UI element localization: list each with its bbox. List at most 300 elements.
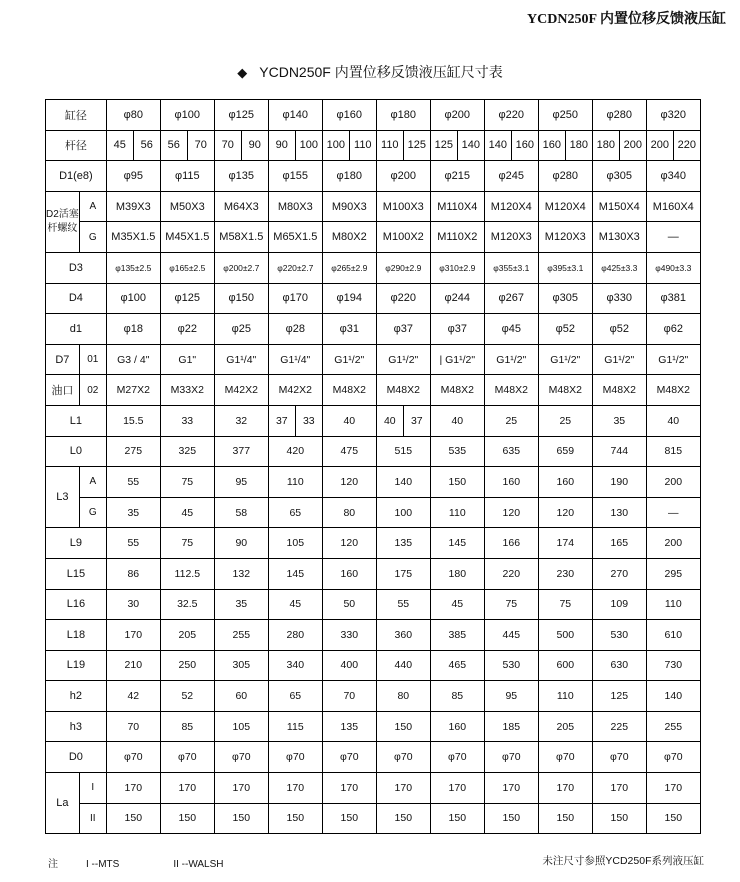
sub-key: II <box>79 803 106 834</box>
value-cell: φ267 <box>484 283 538 314</box>
value-cell: 25 <box>538 405 592 436</box>
value-cell: G1¹/4" <box>268 344 322 375</box>
value-cell: 150 <box>646 803 700 834</box>
value-cell: 170 <box>106 773 160 804</box>
footer-remark: 未注尺寸参照YCD250F系列液压缸 <box>542 855 704 867</box>
value-cell: 55 <box>106 467 160 498</box>
value-cell: φ70 <box>484 742 538 773</box>
value-cell: 140 <box>484 130 511 161</box>
value-cell: 160 <box>538 130 565 161</box>
value-cell: G1¹/2" <box>322 344 376 375</box>
row-label: 油口 <box>46 375 80 406</box>
value-cell: M80X2 <box>322 222 376 253</box>
value-cell: 160 <box>538 467 592 498</box>
value-cell: φ37 <box>430 314 484 345</box>
value-cell: 120 <box>322 528 376 559</box>
value-cell: 170 <box>106 620 160 651</box>
row-d7-01 <box>46 344 701 375</box>
value-cell: 630 <box>592 650 646 681</box>
value-cell: φ70 <box>106 742 160 773</box>
value-cell: 150 <box>214 803 268 834</box>
value-cell: M100X2 <box>376 222 430 253</box>
value-cell: 180 <box>592 130 619 161</box>
value-cell: G1¹/2" <box>592 344 646 375</box>
row-d0 <box>46 742 701 773</box>
value-cell: 140 <box>646 681 700 712</box>
value-cell: φ330 <box>592 283 646 314</box>
sub-key: A <box>79 467 106 498</box>
value-cell: 120 <box>322 467 376 498</box>
row-label: L1 <box>46 405 107 436</box>
value-cell: 205 <box>160 620 214 651</box>
value-cell: 112.5 <box>160 558 214 589</box>
row-label: h3 <box>46 711 107 742</box>
value-cell: 132 <box>214 558 268 589</box>
value-cell: 80 <box>322 497 376 528</box>
value-cell: 170 <box>484 773 538 804</box>
value-cell: 95 <box>484 681 538 712</box>
value-cell: φ150 <box>214 283 268 314</box>
value-cell: 150 <box>430 803 484 834</box>
value-cell: φ135 <box>214 161 268 192</box>
value-cell: φ37 <box>376 314 430 345</box>
value-cell: 58 <box>214 497 268 528</box>
value-cell: 115 <box>268 711 322 742</box>
sub-key: 01 <box>79 344 106 375</box>
value-cell: φ180 <box>376 100 430 131</box>
value-cell: 377 <box>214 436 268 467</box>
value-cell: 55 <box>376 589 430 620</box>
value-cell: φ70 <box>268 742 322 773</box>
row-label: L9 <box>46 528 107 559</box>
value-cell: 165 <box>592 528 646 559</box>
value-cell: 90 <box>268 130 295 161</box>
value-cell: 110 <box>430 497 484 528</box>
value-cell: 530 <box>484 650 538 681</box>
row-l16 <box>46 589 701 620</box>
value-cell: 50 <box>322 589 376 620</box>
row-d2a <box>46 191 701 222</box>
value-cell: 200 <box>646 528 700 559</box>
row-bore <box>46 100 701 131</box>
value-cell: φ100 <box>106 283 160 314</box>
value-cell: φ70 <box>322 742 376 773</box>
value-cell: 105 <box>268 528 322 559</box>
value-cell: φ305 <box>592 161 646 192</box>
value-cell: φ200±2.7 <box>214 252 268 283</box>
row-rod <box>46 130 701 161</box>
value-cell: 220 <box>673 130 700 161</box>
value-cell: 75 <box>484 589 538 620</box>
value-cell: 160 <box>430 711 484 742</box>
value-cell: 100 <box>295 130 322 161</box>
value-cell: 744 <box>592 436 646 467</box>
value-cell: 60 <box>214 681 268 712</box>
value-cell: 45 <box>106 130 133 161</box>
value-cell: 600 <box>538 650 592 681</box>
value-cell: 170 <box>592 773 646 804</box>
value-cell: M48X2 <box>484 375 538 406</box>
value-cell: 110 <box>538 681 592 712</box>
row-label: D4 <box>46 283 107 314</box>
value-cell: 175 <box>376 558 430 589</box>
value-cell: 135 <box>376 528 430 559</box>
value-cell: 445 <box>484 620 538 651</box>
value-cell: φ165±2.5 <box>160 252 214 283</box>
value-cell: 170 <box>322 773 376 804</box>
dimension-table <box>45 99 701 834</box>
value-cell: φ52 <box>592 314 646 345</box>
value-cell: 255 <box>214 620 268 651</box>
row-d4 <box>46 283 701 314</box>
value-cell: — <box>646 222 700 253</box>
value-cell: M160X4 <box>646 191 700 222</box>
value-cell: φ220 <box>484 100 538 131</box>
value-cell: φ355±3.1 <box>484 252 538 283</box>
value-cell: φ265±2.9 <box>322 252 376 283</box>
row-l19 <box>46 650 701 681</box>
value-cell: 170 <box>160 773 214 804</box>
value-cell: φ95 <box>106 161 160 192</box>
row-l3g <box>46 497 701 528</box>
value-cell: 90 <box>241 130 268 161</box>
value-cell: 150 <box>376 803 430 834</box>
row-label: L16 <box>46 589 107 620</box>
value-cell: 40 <box>430 405 484 436</box>
sub-key: G <box>79 497 106 528</box>
value-cell: 305 <box>214 650 268 681</box>
value-cell: 150 <box>376 711 430 742</box>
value-cell: G3 / 4" <box>106 344 160 375</box>
note-mts: I --MTS <box>86 859 120 870</box>
value-cell: φ100 <box>160 100 214 131</box>
row-label: D0 <box>46 742 107 773</box>
value-cell: 150 <box>106 803 160 834</box>
value-cell: 150 <box>322 803 376 834</box>
value-cell: φ70 <box>214 742 268 773</box>
value-cell: φ490±3.3 <box>646 252 700 283</box>
value-cell: M150X4 <box>592 191 646 222</box>
value-cell: φ395±3.1 <box>538 252 592 283</box>
value-cell: φ140 <box>268 100 322 131</box>
value-cell: 32 <box>214 405 268 436</box>
value-cell: φ310±2.9 <box>430 252 484 283</box>
value-cell: 95 <box>214 467 268 498</box>
value-cell: 659 <box>538 436 592 467</box>
value-cell: 185 <box>484 711 538 742</box>
row-label: La <box>46 773 80 834</box>
row-l3a <box>46 467 701 498</box>
value-cell: 160 <box>511 130 538 161</box>
value-cell: M35X1.5 <box>106 222 160 253</box>
value-cell: 45 <box>268 589 322 620</box>
value-cell: 174 <box>538 528 592 559</box>
value-cell: M100X3 <box>376 191 430 222</box>
value-cell: φ170 <box>268 283 322 314</box>
value-cell: 55 <box>106 528 160 559</box>
value-cell: 45 <box>430 589 484 620</box>
value-cell: 150 <box>268 803 322 834</box>
value-cell: 340 <box>268 650 322 681</box>
value-cell: φ280 <box>592 100 646 131</box>
value-cell: φ70 <box>160 742 214 773</box>
value-cell: 180 <box>565 130 592 161</box>
row-label: L0 <box>46 436 107 467</box>
value-cell: 200 <box>646 130 673 161</box>
value-cell: 635 <box>484 436 538 467</box>
value-cell: φ220 <box>376 283 430 314</box>
value-cell: φ320 <box>646 100 700 131</box>
value-cell: φ160 <box>322 100 376 131</box>
value-cell: 35 <box>214 589 268 620</box>
value-cell: 255 <box>646 711 700 742</box>
value-cell: 70 <box>214 130 241 161</box>
row-h2 <box>46 681 701 712</box>
diamond-icon: ◆ <box>237 65 248 80</box>
value-cell: φ125 <box>214 100 268 131</box>
value-cell: 33 <box>295 405 322 436</box>
value-cell: 75 <box>160 467 214 498</box>
value-cell: 500 <box>538 620 592 651</box>
value-cell: M33X2 <box>160 375 214 406</box>
value-cell: 33 <box>160 405 214 436</box>
row-label: D3 <box>46 252 107 283</box>
value-cell: 35 <box>592 405 646 436</box>
value-cell: 205 <box>538 711 592 742</box>
value-cell: 75 <box>538 589 592 620</box>
value-cell: | G1¹/2" <box>430 344 484 375</box>
value-cell: φ31 <box>322 314 376 345</box>
value-cell: M48X2 <box>376 375 430 406</box>
value-cell: 30 <box>106 589 160 620</box>
value-cell: M120X3 <box>538 222 592 253</box>
value-cell: φ220±2.7 <box>268 252 322 283</box>
value-cell: 100 <box>322 130 349 161</box>
value-cell: 110 <box>376 130 403 161</box>
value-cell: 230 <box>538 558 592 589</box>
value-cell: 610 <box>646 620 700 651</box>
value-cell: 150 <box>160 803 214 834</box>
value-cell: φ340 <box>646 161 700 192</box>
value-cell: 70 <box>322 681 376 712</box>
value-cell: 125 <box>403 130 430 161</box>
value-cell: G1¹/2" <box>484 344 538 375</box>
value-cell: M64X3 <box>214 191 268 222</box>
value-cell: M48X2 <box>538 375 592 406</box>
value-cell: 42 <box>106 681 160 712</box>
row-rod-d1 <box>46 314 701 345</box>
value-cell: 475 <box>322 436 376 467</box>
value-cell: — <box>646 497 700 528</box>
value-cell: 250 <box>160 650 214 681</box>
value-cell: 35 <box>106 497 160 528</box>
value-cell: φ22 <box>160 314 214 345</box>
value-cell: M120X4 <box>484 191 538 222</box>
value-cell: 465 <box>430 650 484 681</box>
value-cell: M120X4 <box>538 191 592 222</box>
value-cell: 15.5 <box>106 405 160 436</box>
value-cell: 150 <box>430 467 484 498</box>
value-cell: φ62 <box>646 314 700 345</box>
value-cell: M42X2 <box>268 375 322 406</box>
footer-notes <box>48 855 230 870</box>
value-cell: φ25 <box>214 314 268 345</box>
value-cell: 85 <box>430 681 484 712</box>
value-cell: 135 <box>322 711 376 742</box>
value-cell: φ28 <box>268 314 322 345</box>
value-cell: φ70 <box>376 742 430 773</box>
value-cell: φ115 <box>160 161 214 192</box>
value-cell: 100 <box>376 497 430 528</box>
value-cell: 150 <box>592 803 646 834</box>
row-label <box>46 191 80 252</box>
row-l1 <box>46 405 701 436</box>
value-cell: φ52 <box>538 314 592 345</box>
value-cell: M90X3 <box>322 191 376 222</box>
document-title <box>0 62 740 82</box>
row-label: D7 <box>46 344 80 375</box>
value-cell: 815 <box>646 436 700 467</box>
d2-label-1: D2活塞 <box>46 208 79 220</box>
document-title-text: YCDN250F 内置位移反馈液压缸尺寸表 <box>259 64 503 80</box>
value-cell: 295 <box>646 558 700 589</box>
row-d3 <box>46 252 701 283</box>
value-cell: 280 <box>268 620 322 651</box>
value-cell: 37 <box>268 405 295 436</box>
value-cell: φ381 <box>646 283 700 314</box>
value-cell: φ70 <box>430 742 484 773</box>
value-cell: 385 <box>430 620 484 651</box>
value-cell: G1¹/4" <box>214 344 268 375</box>
sub-key: I <box>79 773 106 804</box>
value-cell: 170 <box>430 773 484 804</box>
value-cell: φ125 <box>160 283 214 314</box>
value-cell: φ45 <box>484 314 538 345</box>
value-cell: 440 <box>376 650 430 681</box>
value-cell: 32.5 <box>160 589 214 620</box>
value-cell: 150 <box>538 803 592 834</box>
value-cell: 25 <box>484 405 538 436</box>
value-cell: 270 <box>592 558 646 589</box>
value-cell: 166 <box>484 528 538 559</box>
value-cell: 400 <box>322 650 376 681</box>
sub-key: A <box>79 191 106 222</box>
value-cell: 170 <box>268 773 322 804</box>
value-cell: 105 <box>214 711 268 742</box>
value-cell: M48X2 <box>592 375 646 406</box>
value-cell: φ280 <box>538 161 592 192</box>
row-label: D1(e8) <box>46 161 107 192</box>
value-cell: 40 <box>646 405 700 436</box>
value-cell: 120 <box>484 497 538 528</box>
value-cell: 140 <box>376 467 430 498</box>
row-label: h2 <box>46 681 107 712</box>
note-label: 注 <box>48 859 58 870</box>
value-cell: G1¹/2" <box>538 344 592 375</box>
value-cell: 150 <box>484 803 538 834</box>
row-la1 <box>46 773 701 804</box>
row-label: 缸径 <box>46 100 107 131</box>
value-cell: 40 <box>376 405 403 436</box>
row-l15 <box>46 558 701 589</box>
value-cell: φ70 <box>538 742 592 773</box>
row-label: L19 <box>46 650 107 681</box>
value-cell: 170 <box>214 773 268 804</box>
value-cell: φ215 <box>430 161 484 192</box>
sub-key: 02 <box>79 375 106 406</box>
value-cell: φ194 <box>322 283 376 314</box>
row-label: 杆径 <box>46 130 107 161</box>
value-cell: 210 <box>106 650 160 681</box>
header-title: YCDN250F 内置位移反馈液压缸 <box>527 12 726 27</box>
d2-label-2: 杆螺纹 <box>47 222 78 234</box>
value-cell: M80X3 <box>268 191 322 222</box>
value-cell: M48X2 <box>322 375 376 406</box>
value-cell: M48X2 <box>430 375 484 406</box>
row-l18 <box>46 620 701 651</box>
value-cell: M42X2 <box>214 375 268 406</box>
value-cell: M27X2 <box>106 375 160 406</box>
value-cell: 52 <box>160 681 214 712</box>
row-label: d1 <box>46 314 107 345</box>
value-cell: φ18 <box>106 314 160 345</box>
value-cell: 160 <box>484 467 538 498</box>
value-cell: G1" <box>160 344 214 375</box>
value-cell: M65X1.5 <box>268 222 322 253</box>
value-cell: 110 <box>349 130 376 161</box>
value-cell: φ200 <box>430 100 484 131</box>
row-la2 <box>46 803 701 834</box>
value-cell: 86 <box>106 558 160 589</box>
value-cell: 360 <box>376 620 430 651</box>
value-cell: 420 <box>268 436 322 467</box>
value-cell: 225 <box>592 711 646 742</box>
value-cell: M110X2 <box>430 222 484 253</box>
value-cell: 40 <box>322 405 376 436</box>
value-cell: φ305 <box>538 283 592 314</box>
value-cell: 180 <box>430 558 484 589</box>
value-cell: M48X2 <box>646 375 700 406</box>
value-cell: φ245 <box>484 161 538 192</box>
value-cell: 109 <box>592 589 646 620</box>
value-cell: 145 <box>268 558 322 589</box>
row-label: L15 <box>46 558 107 589</box>
value-cell: 45 <box>160 497 214 528</box>
value-cell: 140 <box>457 130 484 161</box>
value-cell: 535 <box>430 436 484 467</box>
value-cell: G1¹/2" <box>376 344 430 375</box>
row-d7-02 <box>46 375 701 406</box>
row-l9 <box>46 528 701 559</box>
value-cell: M110X4 <box>430 191 484 222</box>
value-cell: 130 <box>592 497 646 528</box>
value-cell: 65 <box>268 497 322 528</box>
value-cell: φ180 <box>322 161 376 192</box>
value-cell: 220 <box>484 558 538 589</box>
row-d2g <box>46 222 701 253</box>
value-cell: 125 <box>592 681 646 712</box>
value-cell: 170 <box>646 773 700 804</box>
value-cell: φ425±3.3 <box>592 252 646 283</box>
row-l0 <box>46 436 701 467</box>
value-cell: 125 <box>430 130 457 161</box>
value-cell: φ290±2.9 <box>376 252 430 283</box>
value-cell: 56 <box>160 130 187 161</box>
value-cell: 120 <box>538 497 592 528</box>
value-cell: 70 <box>187 130 214 161</box>
sub-key: G <box>79 222 106 253</box>
value-cell: 330 <box>322 620 376 651</box>
